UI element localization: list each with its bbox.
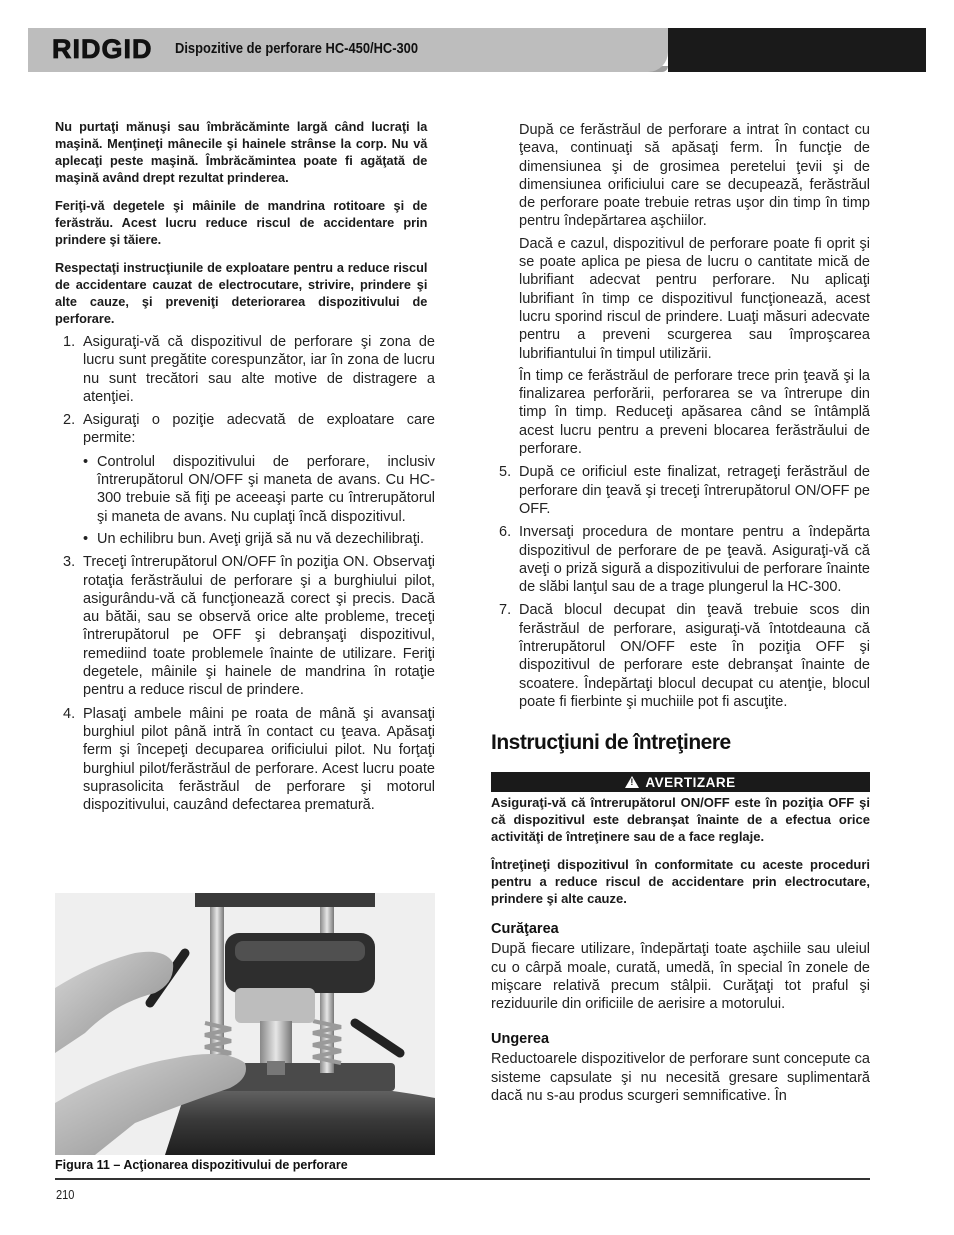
right-column [491,121,870,1105]
step-number: 3. [63,554,76,571]
drill-operation-illustration [55,893,435,1155]
safety-warning: Nu purtaţi mănuşi sau îmbrăcăminte largă când lucraţi la maşină. Menţineţi mânecile şi hainele strânse la corp. Nu vă aplecaţi peste maşină. Îmbrăcămintea poate fi agăţată de maşină având drept rezultat prinderea. [55,119,428,185]
step-item [491,523,870,596]
bullet-dot: • [83,530,89,547]
bullet-list [83,453,435,548]
step-item [55,705,435,815]
cleaning-text: După fiecare utilizare, îndepărtaţi toate aşchiile sau uleiul cu o cârpă moale, curată, umedă, în special în zonele de mişcare relativă precum stâlpii. Curăţaţi tot praful şi reziduurile din orificiile de aerisire a motorului. [491,941,870,1013]
step-text: Inversaţi procedura de montare pentru a îndepărta dispozitivul de perforare de pe ţeavă. Asiguraţi-vă că aveţi o priză sigură a dispozitivului de perforare înainte de slăbi lanţul sau de a trage plungerul la HC-300. [519,524,870,596]
step-item [55,553,435,699]
step-text: Asiguraţi-vă că dispozitivul de perforare şi zona de lucru sunt pregătite corespunzător, iar în zona de lucru nu sunt trecători sau alte motive de distragere a atenţiei. [83,334,435,405]
step-item [55,333,435,406]
bullet-text: Un echilibru bun. Aveţi grijă să nu vă dezechilibraţi. [97,530,424,547]
operation-steps-continued [491,463,870,711]
footer-rule [55,1178,870,1180]
bullet-item [83,530,435,548]
step-number: 4. [63,705,76,722]
figure-photo [55,893,435,1155]
step-number: 6. [499,524,512,541]
warning-triangle-icon [625,776,639,788]
subsection-title-lubrication: Ungerea [491,1031,550,1048]
step-text: Asiguraţi o poziţie adecvată de exploatare care permite: [83,412,435,447]
step-item [55,411,435,548]
header-black-block [668,28,926,72]
step-item [491,463,870,518]
subsection-title-cleaning: Curăţarea [491,921,559,938]
step-text: După ce orificiul este finalizat, retrageţi ferăstrăul de perforare din ţeavă şi treceţi întrerupătorul ON/OFF pe OFF. [519,464,870,517]
step-number: 5. [499,464,512,481]
step-text: Treceţi întrerupătorul ON/OFF în poziţia ON. Observaţi rotaţia ferăstrăului de perforare şi a burghiului pilot, asigurându-vă că funcţionează corect şi precis. Dacă au bătăi, sau se observă orice alte probleme, treceţi întrerupătorul pe OFF şi debranşaţi dispozitivul, remediind toate problemele înainte de utilizare. Feriţi degetele, mâinile şi hainele de mandrina în rotaţie pentru a reduce riscul de prindere. [83,554,435,699]
step-item [491,601,870,711]
step-text: Plasaţi ambele mâini pe roata de mână şi avansaţi burghiul pilot până intră în contact cu ţeava. Apăsaţi ferm şi începeţi decuparea orificiului pilot. Nu forţaţi burghiul pilot/ferăstrăul de perforare. Acest lucru poate suprasolicita ferăstrăul de perforare şi motorul dispozitivului, cauzând defectarea prematură. [83,705,435,814]
header-title: Dispozitive de perforare HC-450/HC-300 [175,40,419,57]
step-continuation: În timp ce ferăstrăul de perforare trece prin ţeavă şi la finalizarea perforării, perforarea se va întrerupe din timp în timp. Reduceţi apăsarea când se întâmplă acest lucru pentru a preveni blocarea ferăstrăului de perforare. [519,367,870,458]
step-number: 2. [63,412,76,429]
section-title: Instrucţiuni de întreţinere [491,731,731,755]
step-continuation: Dacă e cazul, dispozitivul de perforare poate fi oprit şi se poate aplica pe piesa de lucru o cantitate mică de lubrifiant adecvat pentru perforare. Nu aplicaţi lubrifiant în timp ce dispozitivul funcţionează, acest lucru sporind riscul de prindere. Luaţi măsuri adecvate pentru a preveni scurgerea sau împroşcarea lubrifiantului în timpul utilizării. [519,235,870,362]
safety-warning: Respectaţi instrucţiunile de exploatare pentru a reduce riscul de accidentare cauzat de electrocutare, strivire, prindere şi alte cauze, şi preveniţi deteriorarea dispozitivului de perforare. [55,260,428,326]
lubrication-text: Reductoarele dispozitivelor de perforare sunt concepute ca sisteme capsulate şi nu necesită gresare suplimentară dacă nu s-au produs scurgeri semnificative. În [491,1051,870,1104]
bullet-item [83,453,435,526]
warning-text: Întreţineţi dispozitivul în conformitate cu aceste proceduri pentru a reduce riscul de accidentare prin electrocutare, prindere şi alte cauze. [491,857,870,907]
step-continuation: După ce ferăstrăul de perforare a intrat în contact cu ţeava, continuaţi să apăsaţi ferm. În funcţie de dimensiunea şi de grosimea peretelui ţevii şi de dimensiunea orificiului care se decupează, ferăstrăul de perforare poate trebuie retras uşor din timp în timp pentru îndepărtarea aşchiilor. [519,122,870,230]
step-text: Dacă blocul decupat din ţeavă trebuie scos din ferăstrăul de perforare, asiguraţi-vă întotdeauna că întrerupătorul ON/OFF este în poziţia OFF şi dispozitivul de perforare este debranşat înainte de scoatere. Îndepărtaţi blocul decupat cu atenţie, blocul poate fi fierbinte şi muchiile pot fi ascuţite. [519,602,870,710]
step-number: 7. [499,602,512,619]
left-column [55,118,435,819]
warning-text: Asiguraţi-vă că întrerupătorul ON/OFF este în poziţia OFF şi că dispozitivul este debranşat înainte de a efectua orice activităţi de întreţinere sau de a face reglaje. [491,795,870,845]
bullet-text: Controlul dispozitivului de perforare, inclusiv întrerupătorul ON/OFF şi maneta de avans. Cu HC-300 trebuie să fiţi pe aceeaşi parte cu întrerupătorul şi maneta de avans. Nu cuplaţi încă dispozitivul. [97,453,435,525]
page-number: 210 [56,1187,75,1202]
bullet-dot: • [83,453,89,470]
figure-caption: Figura 11 – Acţionarea dispozitivului de perforare [55,1158,348,1172]
operation-steps [55,333,435,814]
safety-warning: Feriţi-vă degetele şi mâinile de mandrina rotitoare şi de ferăstrău. Acest lucru reduce riscul de accidentare prin prindere şi tăiere. [55,198,428,247]
step-number: 1. [63,334,76,350]
ridgid-logo: RIDGID [52,34,153,64]
warning-banner [491,772,870,792]
warning-label: AVERTIZARE [645,774,736,790]
